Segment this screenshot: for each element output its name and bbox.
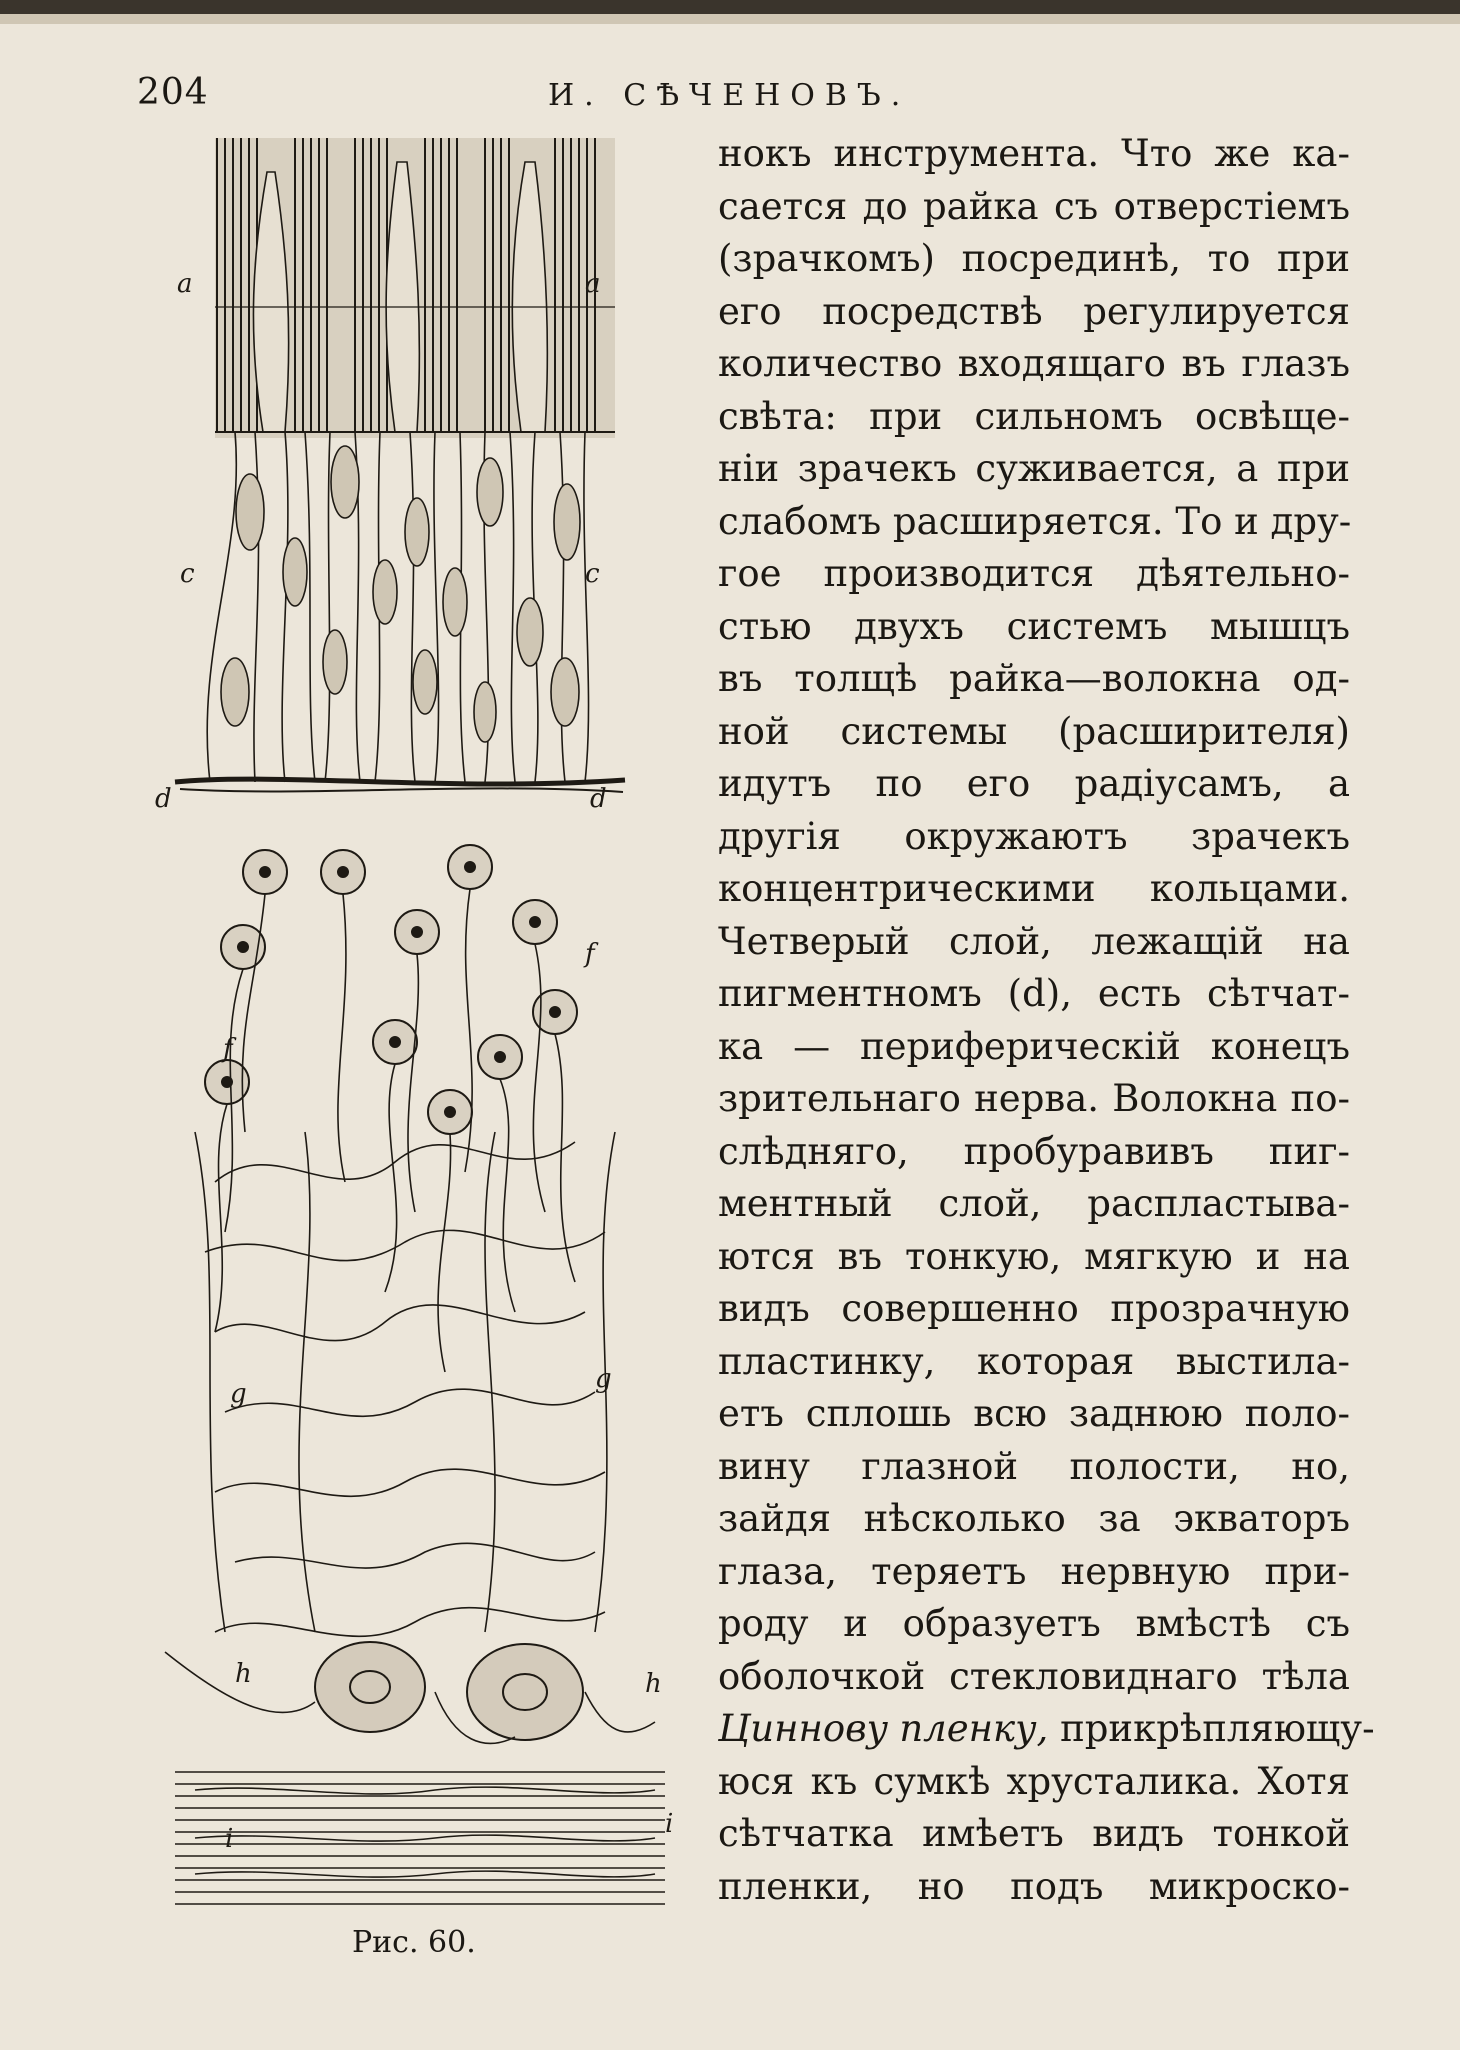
text-line: стью двухъ системъ мышцъ	[718, 604, 1350, 648]
running-header: И. СѢЧЕНОВЪ.	[548, 78, 911, 113]
label-d-right: d	[590, 784, 607, 814]
retina-drawing	[155, 132, 695, 1932]
retina-figure	[155, 132, 695, 1932]
text-line: концентрическими кольцами.	[718, 867, 1350, 910]
label-g-left: g	[230, 1379, 247, 1409]
text-line: пленки, но подъ микроско-	[718, 1864, 1350, 1908]
text-line: сается до райка съ отверстіемъ	[718, 184, 1350, 228]
label-h-left: h	[235, 1659, 252, 1689]
italic-phrase: Цинновy пленку,	[718, 1707, 1049, 1750]
text-line: юся къ сумкѣ хрусталика. Хотя	[718, 1759, 1350, 1803]
page-top-shadow	[0, 14, 1460, 24]
text-line: вину глазной полости, но,	[718, 1444, 1350, 1488]
text-line: етъ сплошь всю заднюю поло-	[718, 1392, 1350, 1435]
text-line: слабомъ расширяется. То и дру-	[718, 499, 1352, 543]
text-line: зрительнаго нерва. Волокна по-	[718, 1077, 1350, 1120]
text-line: Четверый слой, лежащій на	[718, 919, 1350, 963]
label-g-right: g	[595, 1364, 612, 1394]
text-line: другія окружаютъ зрачекъ	[718, 814, 1350, 858]
page-number: 204	[137, 72, 209, 113]
text-line: ются въ тонкую, мягкую и на	[718, 1234, 1350, 1278]
text-line: его посредствѣ регулируется	[718, 289, 1350, 333]
label-i-left: i	[225, 1824, 234, 1854]
text-line: пластинку, которая выстила-	[718, 1339, 1350, 1383]
rod-layer	[215, 138, 615, 438]
label-a-right: a	[585, 269, 601, 299]
text-line: гое производится дѣятельно-	[718, 552, 1350, 595]
ganglion-layer	[205, 845, 577, 1134]
text-line: нокъ инструмента. Что же ка-	[718, 132, 1350, 175]
label-a-left: a	[177, 269, 193, 299]
text-after-italic: прикрѣпляющу-	[1060, 1707, 1375, 1750]
label-i-right: i	[665, 1809, 674, 1839]
label-c-left: c	[180, 559, 195, 589]
body-text	[718, 128, 1375, 1913]
figure-caption: Рис. 60.	[352, 1925, 476, 1960]
label-c-right: c	[585, 559, 600, 589]
fiber-layer	[207, 432, 588, 782]
text-line: сѣтчатка имѣетъ видъ тонкой	[718, 1812, 1350, 1855]
page-top-edge	[0, 0, 1460, 14]
text-line: ніи зрачекъ суживается, а при	[718, 447, 1350, 490]
text-line: свѣта: при сильномъ освѣще-	[718, 394, 1350, 438]
label-d-left: d	[155, 784, 172, 814]
text-line: слѣдняго, пробуравивъ пиг-	[718, 1129, 1350, 1173]
text-line: количество входящаго въ глазъ	[718, 342, 1350, 385]
text-line-italic-mix	[718, 1703, 1375, 1756]
text-line: ментный слой, распластыва-	[718, 1182, 1350, 1225]
text-line: пигментномъ (d), есть сѣтчат-	[718, 972, 1350, 1015]
text-line: роду и образуетъ вмѣстѣ съ	[718, 1602, 1350, 1645]
text-line: глаза, теряетъ нервную при-	[718, 1549, 1350, 1593]
large-cells	[315, 1642, 583, 1740]
label-f-right: f	[585, 939, 595, 969]
label-f-left: f	[223, 1034, 233, 1064]
label-h-right: h	[645, 1669, 662, 1699]
text-line: ка — периферическій конецъ	[718, 1024, 1350, 1068]
text-line: видъ совершенно прозрачную	[718, 1287, 1350, 1330]
text-line: (зрачкомъ) посрединѣ, то при	[718, 237, 1350, 280]
text-line: въ толщѣ райка—волокна од-	[718, 657, 1350, 700]
text-line: ной системы (расширителя)	[718, 709, 1350, 753]
text-line: оболочкой стекловиднаго тѣла	[718, 1654, 1350, 1698]
optic-fibres	[175, 1772, 665, 1904]
text-line: зайдя нѣсколько за экваторъ	[718, 1497, 1350, 1540]
text-line: идутъ по его радіусамъ, а	[718, 762, 1350, 805]
